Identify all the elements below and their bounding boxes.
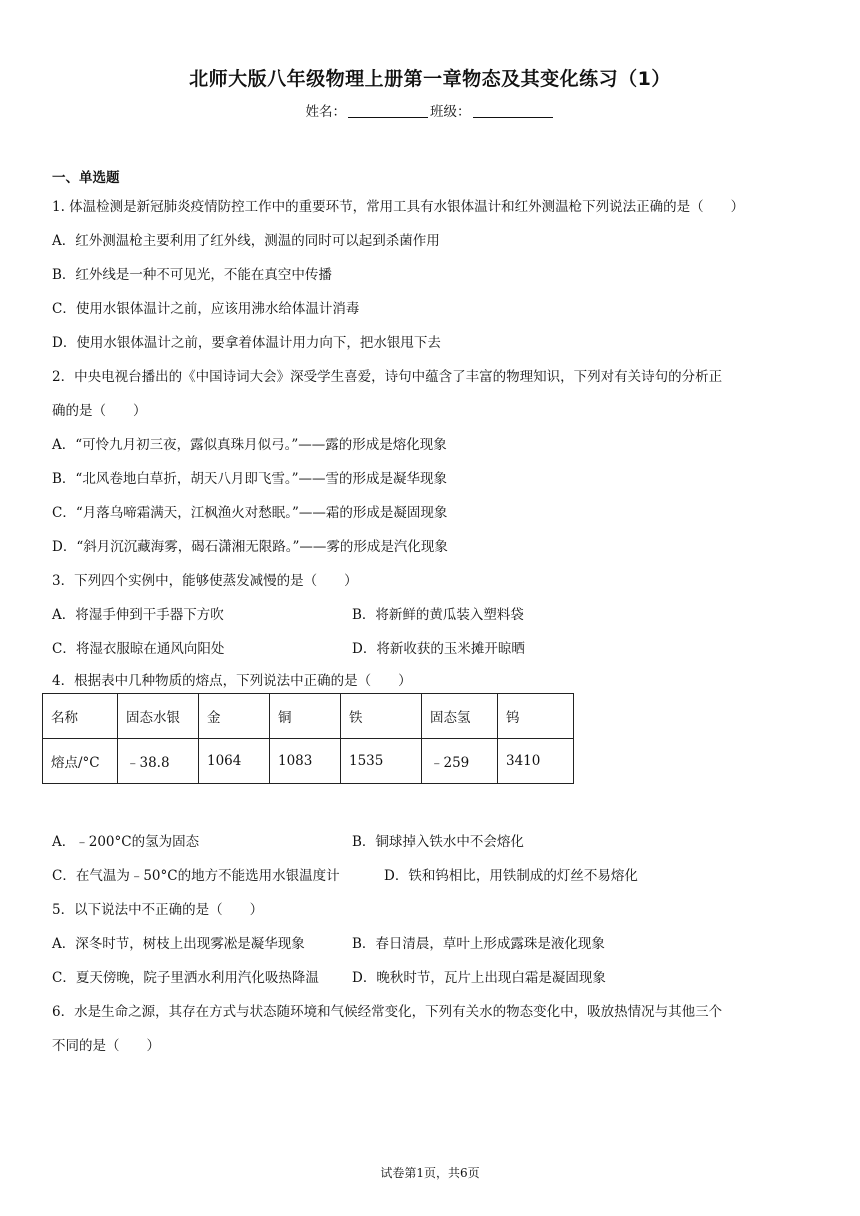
table-row	[43, 694, 574, 739]
page-title: 北师大版八年级物理上册第一章物态及其变化练习（1）	[189, 68, 671, 90]
question-5-option-d: D．晚秋时节，瓦片上出现白霜是凝固现象	[352, 970, 606, 986]
question-4-option-c: C．在气温为﹣50°C的地方不能选用水银温度计	[52, 868, 340, 884]
question-3-option-d: D．将新收获的玉米摊开晾晒	[352, 641, 525, 657]
table-row	[43, 739, 574, 784]
question-3-option-a: A．将湿手伸到干手器下方吹	[52, 607, 224, 623]
table-cell: 固态水银	[118, 694, 199, 739]
question-2-option-c: C．“月落乌啼霜满天，江枫渔火对愁眠。”——霜的形成是凝固现象	[52, 505, 448, 521]
class-blank[interactable]	[473, 104, 553, 118]
question-2-stem-line-1: 2．中央电视台播出的《中国诗词大会》深受学生喜爱，诗句中蕴含了丰富的物理知识，下列对有关诗句的分析正	[52, 369, 723, 385]
question-6-stem-line-2: 不同的是（ ）	[52, 1038, 160, 1054]
table-cell: 熔点/°C	[43, 739, 118, 784]
question-5-option-a: A．深冬时节，树枝上出现雾凇是凝华现象	[52, 936, 305, 952]
table-cell: 1535	[341, 739, 422, 784]
question-1-option-a: A．红外测温枪主要利用了红外线，测温的同时可以起到杀菌作用	[52, 233, 440, 249]
class-label: 班级：	[430, 104, 471, 120]
table-cell: 金	[199, 694, 270, 739]
table-cell: 铜	[270, 694, 341, 739]
question-1-stem: 1. 体温检测是新冠肺炎疫情防控工作中的重要环节，常用工具有水银体温计和红外测温枪下列说法正确的是（ ）	[52, 199, 745, 215]
question-1-option-c: C．使用水银体温计之前，应该用沸水给体温计消毒	[52, 301, 360, 317]
question-5-option-c: C．夏天傍晚，院子里洒水利用汽化吸热降温	[52, 970, 319, 986]
table-cell: ﹣259	[422, 739, 498, 784]
question-2-option-d: D．“斜月沉沉藏海雾，碣石潇湘无限路。”——雾的形成是汽化现象	[52, 539, 448, 555]
question-5-option-b: B．春日清晨，草叶上形成露珠是液化现象	[352, 936, 605, 952]
question-2-option-a: A．“可怜九月初三夜，露似真珠月似弓。”——露的形成是熔化现象	[52, 437, 447, 453]
table-cell: 名称	[43, 694, 118, 739]
table-cell: 钨	[498, 694, 574, 739]
table-cell: ﹣38.8	[118, 739, 199, 784]
table-cell: 固态氢	[422, 694, 498, 739]
melting-point-table	[42, 693, 574, 784]
student-info-line	[0, 100, 860, 120]
section-title: 一、单选题	[52, 170, 120, 186]
question-4-option-a: A．﹣200°C的氢为固态	[52, 834, 200, 850]
question-1-option-d: D．使用水银体温计之前，要拿着体温计用力向下，把水银甩下去	[52, 335, 441, 351]
question-5-stem: 5．以下说法中不正确的是（ ）	[52, 902, 264, 918]
name-label: 姓名：	[305, 104, 346, 120]
table-cell: 3410	[498, 739, 574, 784]
question-3-option-c: C．将湿衣服晾在通风向阳处	[52, 641, 225, 657]
question-4-option-d: D．铁和钨相比，用铁制成的灯丝不易熔化	[384, 868, 638, 884]
table-cell: 1064	[199, 739, 270, 784]
question-3-option-b: B．将新鲜的黄瓜装入塑料袋	[352, 607, 524, 623]
question-2-option-b: B．“北风卷地白草折，胡天八月即飞雪。”——雪的形成是凝华现象	[52, 471, 447, 487]
table-cell: 铁	[341, 694, 422, 739]
name-blank[interactable]	[348, 104, 428, 118]
table-cell: 1083	[270, 739, 341, 784]
page-footer: 试卷第1页，共6页	[380, 1166, 480, 1180]
question-4-stem: 4．根据表中几种物质的熔点，下列说法中正确的是（ ）	[52, 673, 412, 689]
question-2-stem-line-2: 确的是（ ）	[52, 403, 147, 419]
question-1-option-b: B．红外线是一种不可见光，不能在真空中传播	[52, 267, 332, 283]
question-4-option-b: B．铜球掉入铁水中不会熔化	[352, 834, 524, 850]
question-6-stem-line-1: 6．水是生命之源，其存在方式与状态随环境和气候经常变化，下列有关水的物态变化中，吸放热情况与其他三个	[52, 1004, 723, 1020]
question-3-stem: 3．下列四个实例中，能够使蒸发减慢的是（ ）	[52, 573, 358, 589]
